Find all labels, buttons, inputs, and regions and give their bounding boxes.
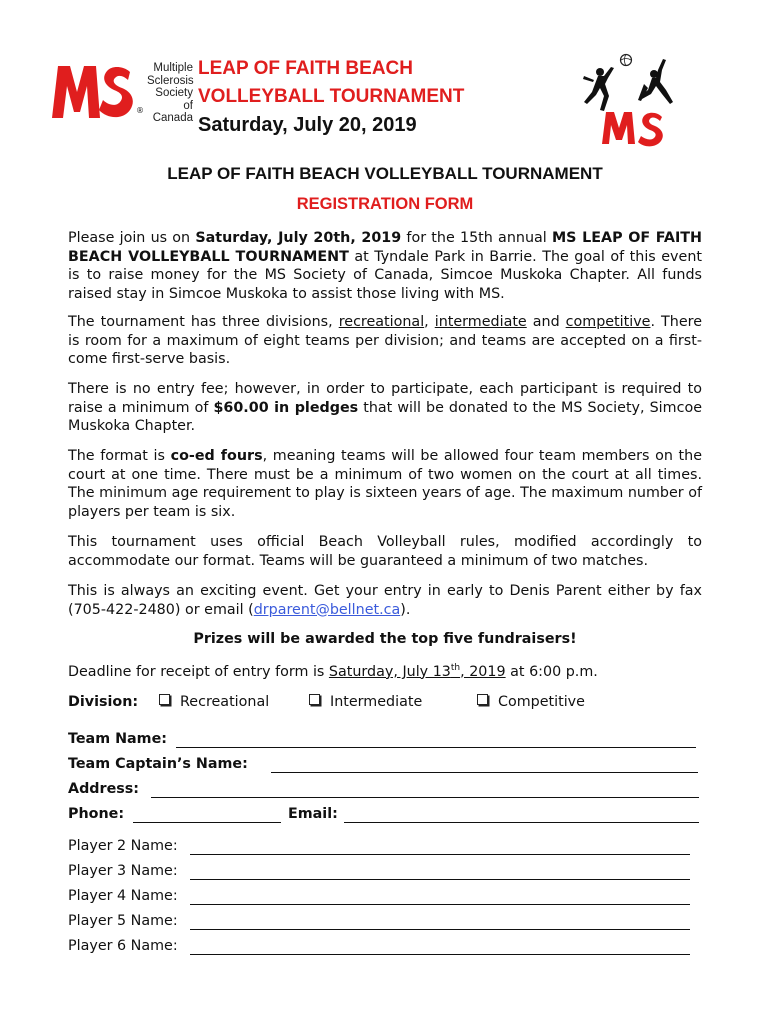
text-run: , meaning teams will be allowed four team members on the court at one time. There must be a minimum of two women on the court at all times. The minimum age requirement to play is sixteen years of age. The maximum number of players per team is six. (68, 448, 702, 520)
text-run: at 6:00 p.m. (505, 663, 598, 680)
division-option-competitive[interactable] (477, 694, 585, 710)
phone-label: Phone: (68, 806, 125, 822)
email-label: Email: (288, 806, 338, 822)
event-date-bold: Saturday, July 20th, 2019 (195, 230, 402, 246)
logo-line: Society of (155, 87, 193, 112)
deadline-date (329, 664, 506, 680)
checkbox-icon[interactable] (159, 694, 170, 705)
player-6-label: Player 6 Name: (68, 938, 178, 954)
address-field[interactable] (151, 781, 699, 798)
division-option-recreational[interactable] (159, 694, 269, 710)
ms-logo-mark-icon (50, 62, 134, 120)
text-run: The format is (68, 448, 171, 464)
logo-line: Canada (152, 112, 193, 125)
player-2-label: Player 2 Name: (68, 838, 178, 854)
text-run: for the 15th annual (401, 230, 552, 246)
text-run: The tournament has three divisions, (68, 314, 339, 330)
deadline-line (68, 663, 598, 680)
ms-society-logo (50, 58, 194, 125)
division-recreational: recreational (338, 314, 425, 330)
division-label: Division: (68, 694, 139, 710)
ms-society-name (147, 62, 193, 125)
division-selector (68, 694, 708, 710)
text-run: This tournament uses official Beach Volleyball rules, modified accordingly to accommodate our format. Teams will be guaranteed a minimum of two matches. (68, 534, 702, 569)
address-label: Address: (68, 781, 140, 797)
text-run: There is no entry fee; however, in order to participate, each participant is required to raise a minimum of (68, 381, 702, 416)
deadline-date-suffix: th (450, 663, 461, 673)
deadline-date-b: , 2019 (460, 663, 506, 680)
volleyball-players-logo (578, 52, 700, 148)
team-captain-field[interactable] (271, 756, 698, 773)
phone-field[interactable] (133, 806, 281, 823)
text-run: Please join us on (68, 230, 196, 246)
event-title-line2: VOLLEYBALL TOURNAMENT (198, 86, 465, 107)
pledges-paragraph (68, 380, 702, 436)
text-run: Deadline for receipt of entry form is (68, 663, 329, 680)
pledge-amount: $60.00 in pledges (213, 399, 359, 416)
form-subtitle: REGISTRATION FORM (296, 195, 474, 213)
logo-line: Sclerosis (147, 74, 194, 87)
logo-line: Multiple (153, 62, 193, 74)
event-title-line1: LEAP OF FAITH BEACH (198, 58, 413, 79)
text-run: ). (400, 601, 411, 618)
division-option-intermediate[interactable] (309, 694, 422, 710)
division-competitive: competitive (565, 314, 651, 330)
format-bold: co-ed fours (170, 448, 263, 464)
team-name-label: Team Name: (68, 731, 167, 747)
email-field[interactable] (344, 806, 699, 823)
prizes-note: Prizes will be awarded the top five fundraisers! (193, 631, 577, 647)
form-title: LEAP OF FAITH BEACH VOLLEYBALL TOURNAMENT (167, 164, 603, 183)
contact-paragraph (68, 582, 702, 619)
player-4-label: Player 4 Name: (68, 888, 178, 904)
event-name-bold: MS LEAP OF FAITH BEACH VOLLEYBALL TOURNAMENT (68, 230, 702, 265)
volleyball-silhouettes-icon (578, 52, 700, 148)
checkbox-icon[interactable] (309, 694, 320, 705)
player-3-field[interactable] (190, 863, 690, 880)
text-run: and (526, 314, 566, 330)
player-2-field[interactable] (190, 838, 690, 855)
intro-paragraph (68, 229, 702, 303)
text-run: This is always an exciting event. Get your entry in early to Denis Parent either by fax (705-422-2480) or email ( (68, 583, 702, 618)
registered-mark: ® (136, 106, 144, 115)
text-run: , (424, 314, 435, 330)
option-label: Competitive (498, 694, 585, 710)
text-run: . There is room for a maximum of eight teams per division; and teams are accepted on a first-come first-serve basis. (68, 314, 702, 367)
checkbox-icon[interactable] (477, 694, 488, 705)
team-captain-label: Team Captain’s Name: (68, 756, 248, 772)
event-date: Saturday, July 20, 2019 (198, 114, 417, 136)
text-run: that will be donated to the MS Society, Simcoe Muskoka Chapter. (68, 399, 702, 434)
team-name-field[interactable] (176, 731, 696, 748)
option-label: Intermediate (330, 694, 423, 710)
player-4-field[interactable] (190, 888, 690, 905)
format-paragraph (68, 447, 702, 521)
player-5-label: Player 5 Name: (68, 913, 178, 929)
email-link[interactable]: drparent@bellnet.ca (253, 601, 401, 618)
divisions-paragraph (68, 313, 702, 369)
text-run: at Tyndale Park in Barrie. The goal of this event is to raise money for the MS Society of Canada, Simcoe Muskoka Chapter. All funds raised stay in Simcoe Muskoka to assist those living with MS. (68, 248, 702, 302)
player-5-field[interactable] (190, 913, 690, 930)
deadline-date-a: Saturday, July 13 (328, 663, 451, 680)
division-intermediate: intermediate (434, 314, 527, 330)
player-3-label: Player 3 Name: (68, 863, 178, 879)
option-label: Recreational (180, 694, 270, 710)
rules-paragraph (68, 533, 702, 570)
player-6-field[interactable] (190, 938, 690, 955)
